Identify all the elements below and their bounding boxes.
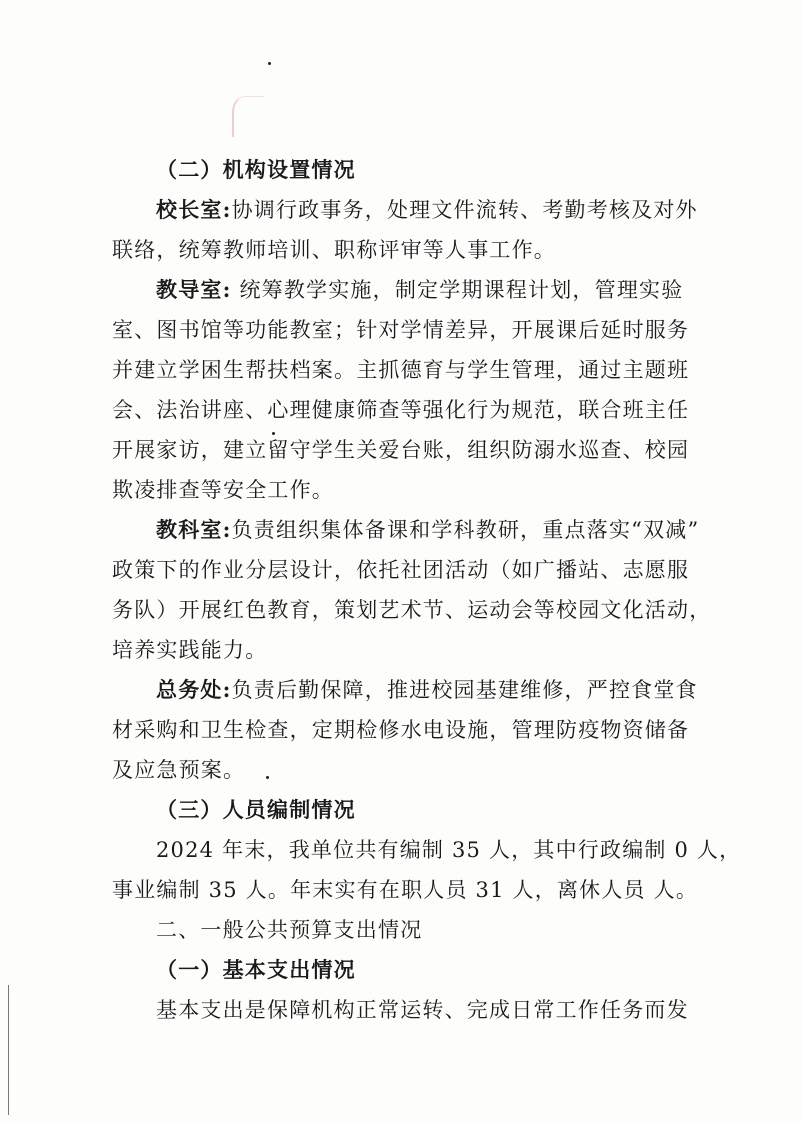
text-line (112, 430, 692, 470)
text-line (112, 350, 692, 390)
section-heading (112, 950, 692, 990)
text-line (112, 990, 692, 1030)
section-heading (112, 790, 692, 830)
text-line (112, 510, 700, 550)
text-line (112, 870, 699, 910)
line-text: （三）人员编制情况 (156, 797, 356, 822)
office-name: 教科室: (156, 517, 232, 542)
document-body (112, 150, 742, 1030)
line-text: 统筹教学实施，制定学期课程计划，管理实验 (231, 278, 684, 302)
line-text: 会、法治讲座、心理健康筛查等强化行为规范，联合班主任 (112, 398, 690, 422)
line-text: 政策下的作业分层设计，依托社团活动（如广播站、志愿服 (112, 558, 690, 582)
text-line (112, 310, 692, 350)
line-text: 室、图书馆等功能教室；针对学情差异，开展课后延时服务 (112, 318, 690, 342)
line-text: 负责后勤保障，推进校园基建维修，严控食堂食 (231, 678, 698, 702)
line-text: 及应急预案。 (112, 758, 246, 782)
line-text: 开展家访，建立留守学生关爱台账，组织防溺水巡查、校园 (112, 438, 690, 462)
office-name: 教导室: (156, 277, 232, 302)
line-text: 协调行政事务，处理文件流转、考勤考核及对外 (231, 198, 698, 222)
office-name: 总务处: (156, 677, 232, 702)
scan-speck (268, 62, 271, 65)
line-text: （二）机构设置情况 (156, 157, 356, 182)
text-line (112, 390, 692, 430)
line-text: 并建立学困生帮扶档案。主抓德育与学生管理，通过主题班 (112, 358, 690, 382)
text-line (112, 190, 698, 230)
scan-edge-line (8, 985, 9, 1115)
line-text: （一）基本支出情况 (156, 957, 356, 982)
text-line (112, 230, 692, 270)
line-text: 事业编制 35 人。年末实有在职人员 31 人，离休人员 人。 (112, 878, 699, 902)
text-line (112, 550, 692, 590)
text-line (112, 670, 698, 710)
line-text: 负责组织集体备课和学科教研，重点落实“双减” (231, 518, 700, 542)
line-text: 联络，统筹教师培训、职称评审等人事工作。 (112, 238, 556, 262)
text-line (112, 710, 692, 750)
section-heading (112, 150, 692, 190)
office-name: 校长室: (156, 197, 232, 222)
text-line (112, 270, 692, 310)
line-text: 务队）开展红色教育，策划艺术节、运动会等校园文化活动， (112, 598, 712, 622)
line-text: 2024 年末，我单位共有编制 35 人，其中行政编制 0 人， (156, 838, 742, 862)
line-text: 培养实践能力。 (112, 638, 268, 662)
line-text: 基本支出是保障机构正常运转、完成日常工作任务而发 (156, 998, 689, 1022)
text-line (112, 630, 692, 670)
line-text: 材采购和卫生检查，定期检修水电设施，管理防疫物资储备 (112, 718, 690, 742)
line-text: 二、一般公共预算支出情况 (156, 918, 423, 942)
text-line (112, 590, 712, 630)
text-line (112, 750, 692, 790)
seal-mark (232, 96, 264, 137)
text-line (112, 470, 692, 510)
line-text: 欺凌排查等安全工作。 (112, 478, 334, 502)
text-line (112, 910, 692, 950)
text-line (112, 830, 742, 870)
